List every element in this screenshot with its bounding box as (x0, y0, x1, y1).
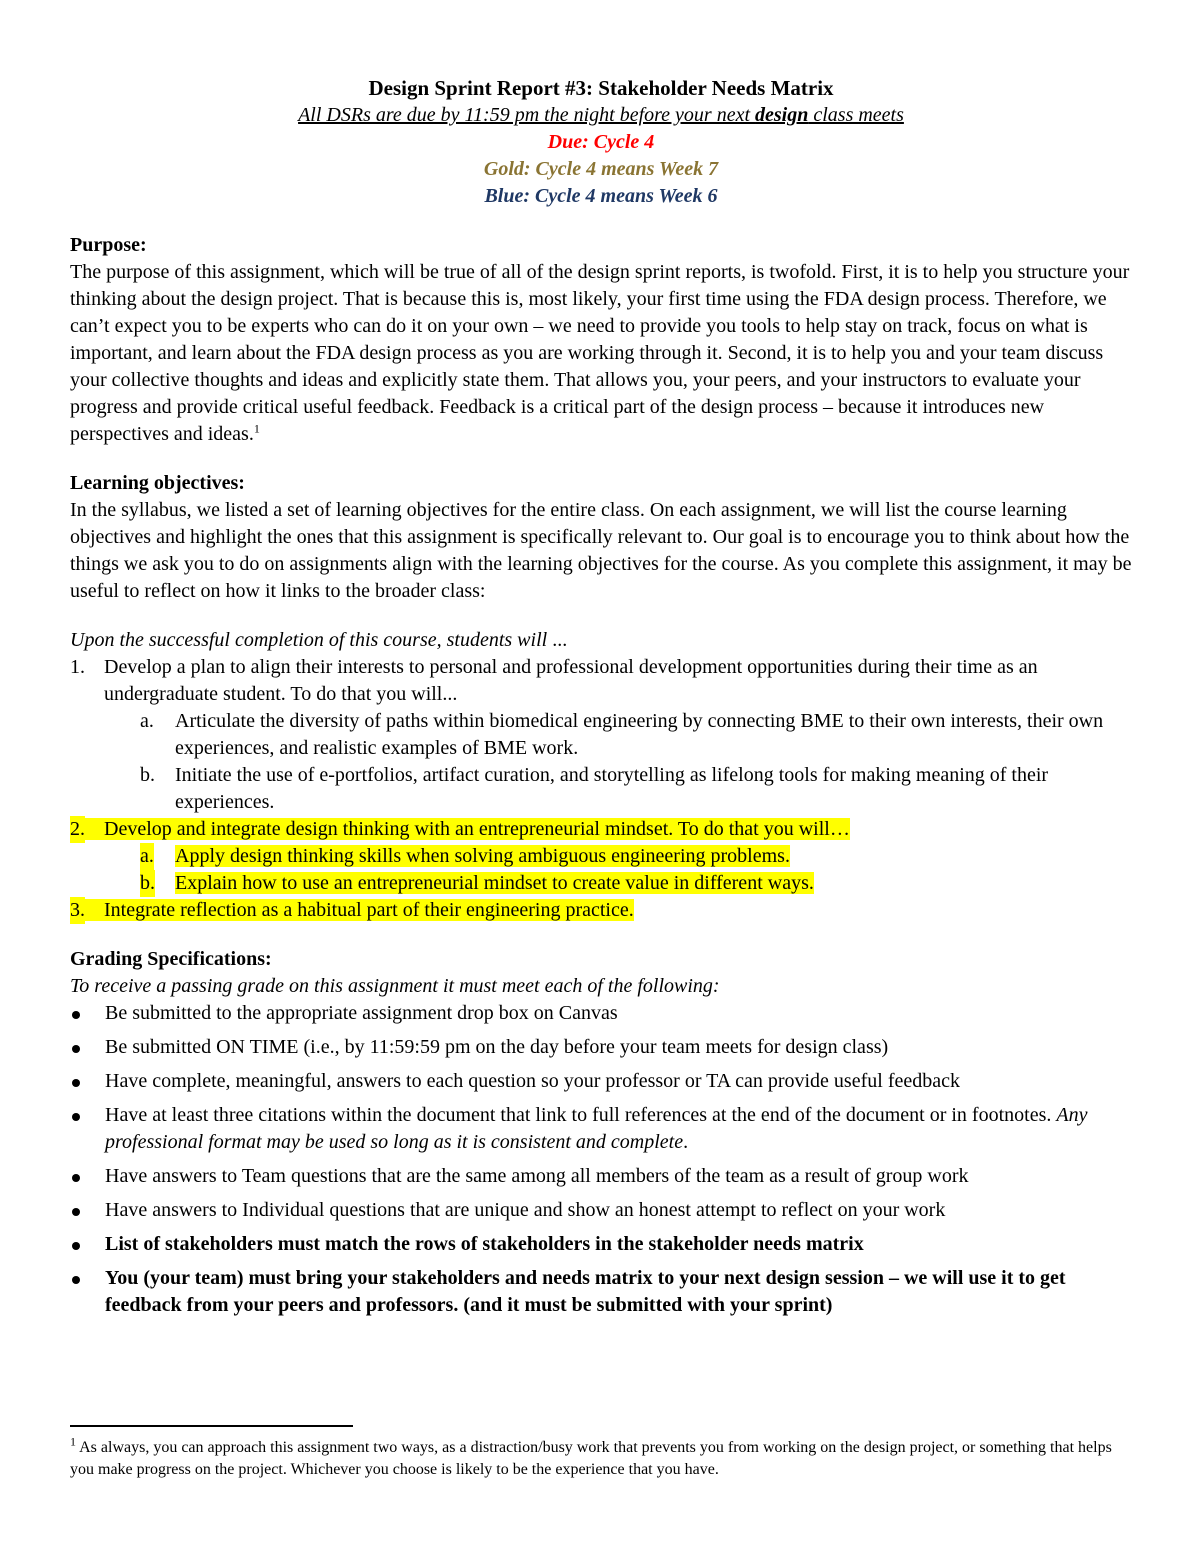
bullet-icon (72, 1208, 80, 1216)
sub-text: Initiate the use of e-portfolios, artifact curation, and storytelling as lifelong tools for making meaning of their experiences. (175, 764, 1049, 813)
grading-item (70, 1163, 1132, 1190)
grading-intro: To receive a passing grade on this assignment it must meet each of the following: (70, 975, 720, 997)
grading-item-text: Have complete, meaningful, answers to each question so your professor or TA can provide useful feedback (105, 1070, 960, 1092)
bullet-icon (72, 1113, 80, 1121)
grading-item (70, 1068, 1132, 1095)
objectives-text: In the syllabus, we listed a set of learning objectives for the entire class. On each assignment, we will list the course learning objectives and highlight the ones that this assignment is specifically relevant to. Our goal is to encourage you to think about how the things we ask you to do on assignments align with the learning objectives for the course. As you complete this assignment, it may be useful to reflect on how it links to the broader class: (70, 499, 1132, 602)
blue-schedule: Blue: Cycle 4 means Week 6 (484, 185, 718, 207)
objective-1 (70, 654, 1132, 816)
due-cycle: Due: Cycle 4 (547, 131, 655, 153)
footnote-divider (70, 1425, 353, 1427)
document-title: Design Sprint Report #3: Stakeholder Needs Matrix (368, 76, 834, 100)
sub-letter: a. (140, 843, 154, 870)
purpose-body: The purpose of this assignment, which will be true of all of the design sprint reports, is twofold. First, it is to help you structure your thinking about the design project. That is because this is, most likely, your first time using the FDA design process. Therefore, we can’t expect you to be experts who can do it on your own – we need to provide you tools to help stay on track, focus on what is important, and learn about the FDA design process as you are working through it. Second, it is to help you and your team discuss your collective thoughts and ideas and explicitly state them. That allows you, your peers, and your instructors to evaluate your progress and provide critical useful feedback. Feedback is a critical part of the design process – because it introduces new perspectives and ideas. (70, 261, 1130, 445)
grading-list (70, 1000, 1132, 1319)
purpose-heading: Purpose: (70, 234, 147, 256)
grading-item (70, 1265, 1132, 1319)
grading-item (70, 1102, 1132, 1156)
footnote (70, 1434, 1132, 1481)
sub-letter: a. (140, 710, 154, 732)
due-note-pre: All DSRs are due by 11:59 pm the night before your next (298, 104, 756, 126)
bullet-icon (72, 1079, 80, 1087)
objective-2b (70, 870, 1132, 897)
sub-text: Apply design thinking skills when solving ambiguous engineering problems. (175, 845, 790, 867)
gold-schedule: Gold: Cycle 4 means Week 7 (483, 158, 719, 180)
grading-item (70, 1197, 1132, 1224)
grading-item-text: Be submitted to the appropriate assignment drop box on Canvas (105, 1002, 618, 1024)
objective-number: 3. (70, 897, 85, 924)
grading-item-text: Have at least three citations within the document that link to full references at the end of the document or in footnotes. (105, 1104, 1057, 1126)
objective-1b (70, 762, 1132, 816)
grading-heading: Grading Specifications: (70, 948, 272, 970)
objective-2 (70, 816, 1132, 897)
footnote-ref: 1 (253, 421, 260, 436)
purpose-text (70, 259, 1132, 448)
objective-3 (70, 897, 1132, 924)
objectives-intro-italic: Upon the successful completion of this course, students will (70, 629, 553, 651)
sub-text: Articulate the diversity of paths within biomedical engineering by connecting BME to their own interests, their own experiences, and realistic examples of BME work. (175, 710, 1104, 759)
grading-item-text: Be submitted ON TIME (i.e., by 11:59:59 pm on the day before your team meets for design class) (105, 1036, 889, 1058)
objective-2-sublist (104, 843, 1132, 897)
footnote-number: 1 (70, 1434, 76, 1449)
bullet-icon (72, 1045, 80, 1053)
objectives-list (70, 654, 1132, 924)
sub-text: Explain how to use an entrepreneurial mindset to create value in different ways. (175, 872, 814, 894)
due-note-bold: design (755, 104, 809, 126)
objective-2a (70, 843, 1132, 870)
sub-letter: b. (140, 870, 155, 897)
due-note-post: class meets (808, 104, 904, 126)
objectives-intro-ellipsis: ... (552, 629, 568, 651)
objectives-intro (70, 627, 1132, 654)
grading-item-text: Have answers to Individual questions that are unique and show an honest attempt to reflect on your work (105, 1199, 946, 1221)
sub-letter: b. (140, 764, 155, 786)
grading-item-italic: Any professional format may be used so long as it is consistent and complete (105, 1104, 1088, 1153)
due-note (70, 102, 1132, 129)
grading-item-text: Have answers to Team questions that are the same among all members of the team as a result of group work (105, 1165, 969, 1187)
grading-item (70, 1000, 1132, 1027)
objectives-heading: Learning objectives: (70, 472, 245, 494)
objective-number: 2. (70, 816, 85, 843)
footnote-text: As always, you can approach this assignment two ways, as a distraction/busy work that prevents you from working on the design project, or something that helps you make progress on the project. Whichever you choose is likely to be the experience that you have. (70, 1439, 1112, 1478)
bullet-icon (72, 1242, 80, 1250)
grading-item-text: You (your team) must bring your stakeholders and needs matrix to your next design session – we will use it to get feedback from your peers and professors. (and it must be submitted with your sprint) (105, 1267, 1066, 1316)
grading-item-end: . (683, 1131, 689, 1153)
document-page (70, 70, 1132, 1326)
bullet-icon (72, 1011, 80, 1019)
objective-1-sublist (104, 708, 1132, 816)
grading-item (70, 1034, 1132, 1061)
objective-text: Develop a plan to align their interests to personal and professional development opportunities during their time as an undergraduate student. To do that you will... (104, 656, 1038, 705)
objective-text: Develop and integrate design thinking with an entrepreneurial mindset. To do that you will… (70, 818, 850, 840)
bullet-icon (72, 1174, 80, 1182)
grading-item (70, 1231, 1132, 1258)
objective-text: Integrate reflection as a habitual part of their engineering practice. (70, 899, 634, 921)
objective-number: 1. (70, 656, 85, 678)
objective-1a (70, 708, 1132, 762)
grading-item-text: List of stakeholders must match the rows of stakeholders in the stakeholder needs matrix (105, 1233, 864, 1255)
bullet-icon (72, 1276, 80, 1284)
